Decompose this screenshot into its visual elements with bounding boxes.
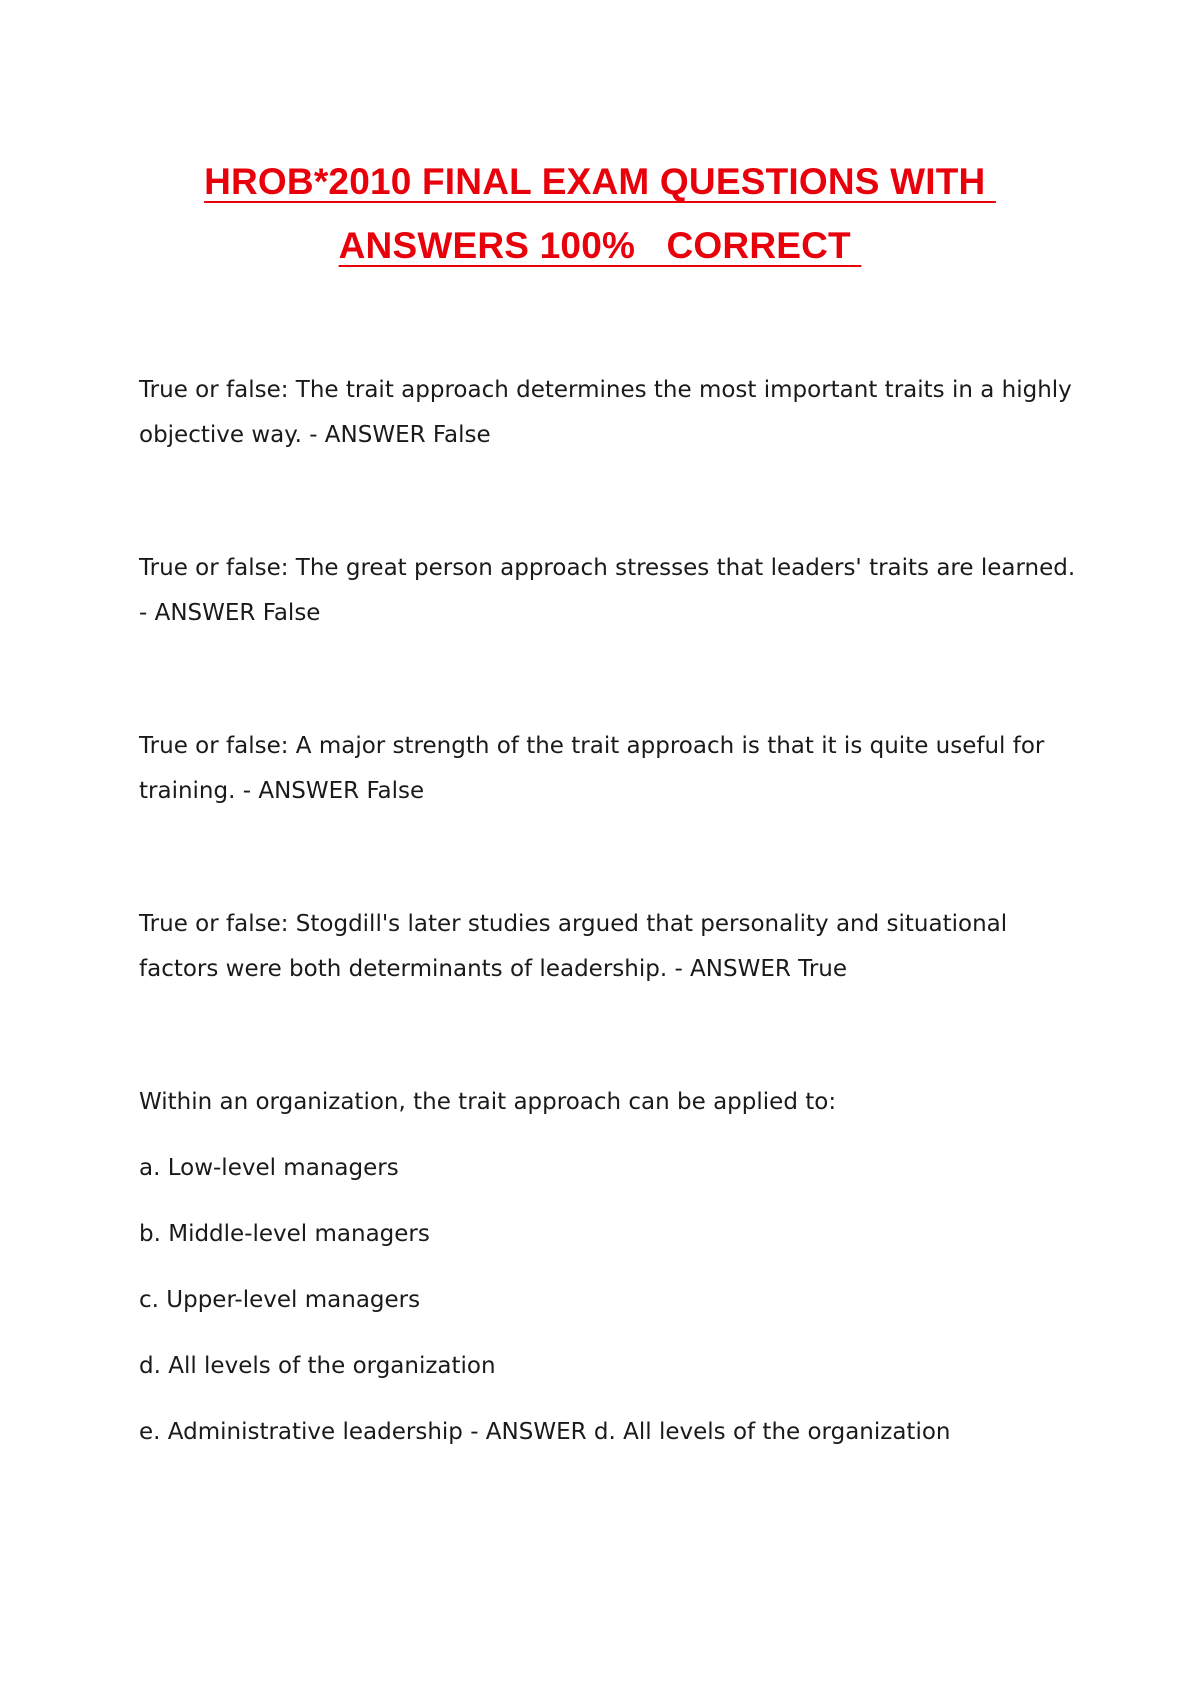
mc-stem: Within an organization, the trait approach can be applied to: xyxy=(139,1089,837,1115)
title-line-2: ANSWERS 100% CORRECT xyxy=(338,225,862,266)
title-line-1: HROB*2010 FINAL EXAM QUESTIONS WITH xyxy=(204,161,996,202)
question-4: True or false: Stogdill's later studies argued that personality and situational factors were both determinants of leadership. - ANSWER True xyxy=(139,911,1008,982)
mc-option-a: a. Low-level managers xyxy=(139,1155,399,1181)
document-title xyxy=(0,150,1200,278)
question-3: True or false: A major strength of the trait approach is that it is quite useful for training. - ANSWER False xyxy=(139,733,1045,804)
mc-option-c: c. Upper-level managers xyxy=(139,1287,421,1313)
question-1: True or false: The trait approach determines the most important traits in a highly objective way. - ANSWER False xyxy=(139,377,1072,448)
mc-option-b: b. Middle-level managers xyxy=(139,1221,430,1247)
question-2: True or false: The great person approach stresses that leaders' traits are learned. - ANSWER False xyxy=(139,555,1076,626)
mc-option-d: d. All levels of the organization xyxy=(139,1353,496,1379)
multiple-choice-question xyxy=(139,1080,1079,1455)
document-body xyxy=(139,368,1079,1476)
mc-option-e: e. Administrative leadership - ANSWER d. All levels of the organization xyxy=(139,1419,951,1445)
